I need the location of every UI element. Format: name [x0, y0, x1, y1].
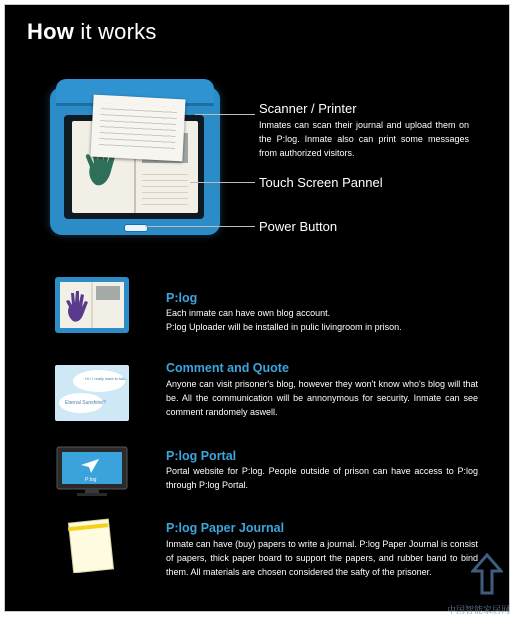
- scanner-printer-title: Scanner / Printer: [259, 101, 357, 116]
- section-journal-title: P:log Paper Journal: [166, 521, 285, 535]
- section-plog-desc: Each inmate can have own blog account. P:log Uploader will be installed in pulic livingroom in prison.: [166, 308, 402, 332]
- section-comment-title: Comment and Quote: [166, 361, 289, 375]
- scanner-printer-desc: Inmates can scan their journal and upload them on the P:log. Inmate also can print some messages from authorized visitors.: [259, 120, 469, 158]
- section-journal-desc: Inmate can have (buy) papers to write a journal. P:log Paper Journal is consist of papers, thick paper board to support the papers, and rubber band to bind them. All materials are chosen considered the safty of the prisoner.: [166, 539, 478, 577]
- plog-device-illustration: [50, 79, 220, 237]
- plog-thumbnail: [55, 277, 129, 333]
- portal-logo-text: P:log: [85, 477, 97, 483]
- printed-text: [99, 103, 177, 151]
- quote-bubble-text: Eternal Sunshine?: [65, 400, 106, 406]
- touch-callout-line: [190, 182, 255, 183]
- comment-bubble-text: Hi ! I really want to talk...: [85, 376, 129, 381]
- how-it-works-panel: [4, 4, 510, 612]
- power-button-title: Power Button: [259, 219, 338, 234]
- printed-paper: [90, 95, 185, 162]
- page-title: [27, 19, 157, 45]
- power-callout-line: [145, 226, 255, 227]
- page-title-bold: How: [27, 19, 75, 44]
- comment-thumbnail: [55, 365, 129, 421]
- section-portal-title: P:log Portal: [166, 449, 237, 463]
- portal-monitor-thumbnail: [55, 443, 129, 499]
- site-watermark: 中国智能家居网: [446, 605, 510, 615]
- touch-screen-title: Touch Screen Pannel: [259, 175, 383, 190]
- section-comment-desc: Anyone can visit prisoner's blog, however they won't know who's blog will that be. All the communication will be annonymous for security. Inmate can see comment randomely aswell.: [166, 379, 478, 417]
- section-plog-title: P:log: [166, 291, 198, 305]
- paper-journal-thumbnail: [55, 517, 129, 573]
- watermark-arrow-icon: [471, 553, 503, 595]
- journal-handwriting: [142, 169, 188, 205]
- section-portal-desc: Portal website for P:log. People outside of prison can have access to P:log through P:log Portal.: [166, 466, 478, 490]
- scanner-callout-line: [195, 114, 255, 115]
- page-title-rest: it works: [74, 19, 157, 44]
